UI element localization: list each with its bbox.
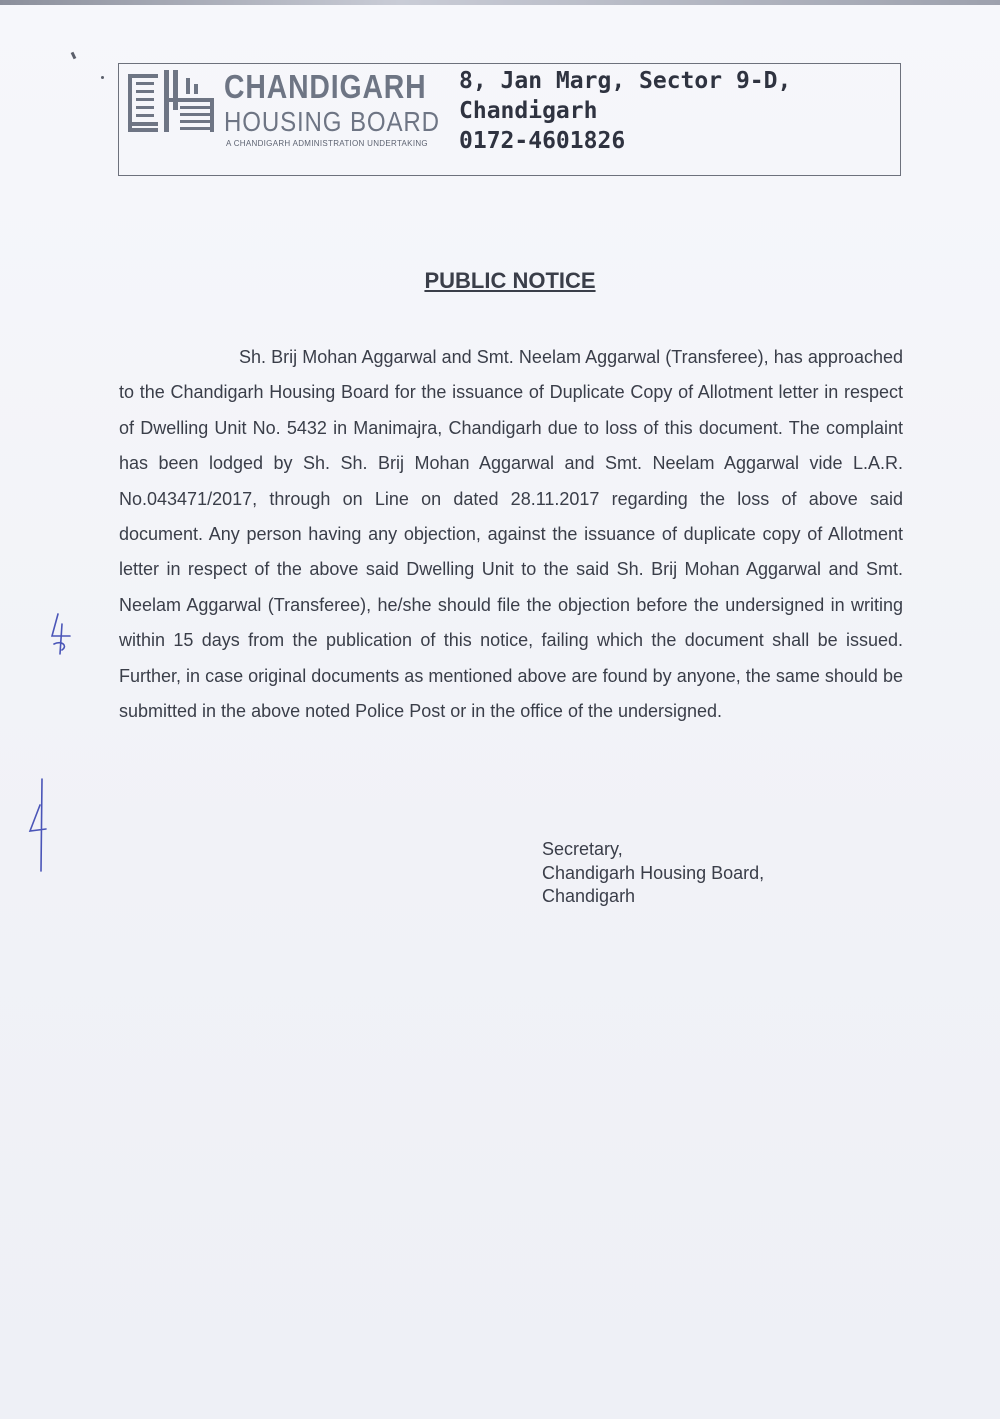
- logo-name-line2: HOUSING BOARD: [224, 106, 440, 137]
- signature-line3: Chandigarh: [542, 886, 636, 906]
- address-line1: 8, Jan Marg, Sector 9-D,: [459, 68, 792, 94]
- notice-body: Sh. Brij Mohan Aggarwal and Smt. Neelam Aggarwal (Transferee), has approached to the Chandigarh Housing Board for the issuance of Duplicate Copy of Allotment letter in respect of Dwelling Unit No. 5432 in Manimajra, Chandigarh due to loss of this document. The complaint has been lodged by Sh. Sh. Brij Mohan Aggarwal and Smt. Neelam Aggarwal vide L.A.R. No.043471/2017, through on Line on dated 28.11.2017 regarding the loss of above said document. Any person having any objection, against the issuance of duplicate copy of Allotment letter in respect of the above said Dwelling Unit to the said Sh. Brij Mohan Aggarwal and Smt. Neelam Aggarwal (Transferee), he/she should file the objection before the undersigned in writing within 15 days from the publication of this notice, failing which the document shall be issued. Further, in case original documents as mentioned above are found by anyone, the same should be submitted in the above noted Police Post or in the office of the undersigned.: [119, 347, 903, 722]
- notice-title: PUBLIC NOTICE: [424, 268, 596, 293]
- logo-tagline: A CHANDIGARH ADMINISTRATION UNDERTAKING: [226, 139, 428, 148]
- address-line2: Chandigarh: [459, 98, 598, 124]
- chb-logo: [128, 68, 440, 152]
- handwritten-margin-mark-icon: [24, 775, 54, 875]
- signature-line2: Chandigarh Housing Board,: [542, 862, 765, 883]
- signature-line1: Secretary,: [542, 839, 623, 859]
- logo-name-line1: CHANDIGARH: [224, 68, 427, 105]
- phone-number: 0172-4601826: [459, 128, 626, 154]
- scan-speck: [101, 76, 104, 79]
- page-top-edge: [0, 0, 1000, 5]
- scan-speck: [71, 52, 77, 60]
- signature-block: [542, 838, 764, 909]
- chb-logo-mark-icon: [128, 70, 220, 132]
- handwritten-initial-mark-icon: [44, 610, 80, 658]
- letterhead: [118, 63, 901, 176]
- address-block: [459, 66, 791, 156]
